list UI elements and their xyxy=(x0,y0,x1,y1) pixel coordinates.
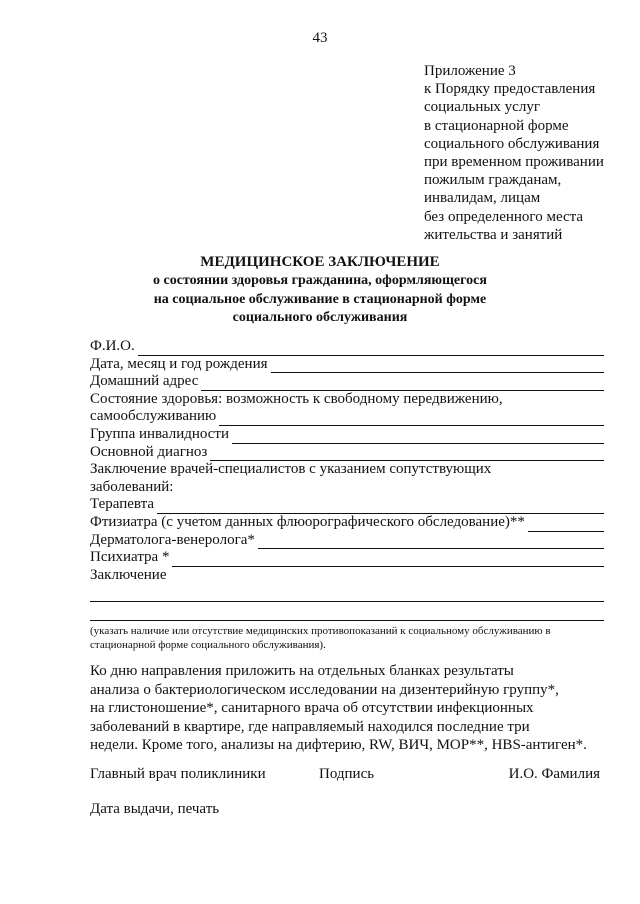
note-line-2: стационарной форме социального обслуживания). xyxy=(90,639,326,652)
diagnosis-row xyxy=(90,444,604,462)
health-state-label: Состояние здоровья: возможность к свободному передвижению, xyxy=(90,390,503,407)
appendix-line: в стационарной форме xyxy=(424,117,569,134)
chief-doctor-label: Главный врач поликлиники xyxy=(90,766,266,782)
phthisiatrician-label: Фтизиатра (с учетом данных флюорографического обследование)** xyxy=(90,513,525,530)
document-title xyxy=(0,252,640,328)
self-service-label: самообслуживанию xyxy=(90,408,217,425)
appendix-line: без определенного места xyxy=(424,208,584,225)
phthisiatrician-field[interactable] xyxy=(528,518,604,532)
conclusion-label: Заключение xyxy=(90,566,167,583)
address-row xyxy=(90,373,604,391)
specialists-label-1: Заключение врачей-специалистов с указанием сопутствующих xyxy=(90,461,492,478)
appendix-line: социальных услуг xyxy=(424,99,540,116)
psychiatrist-field[interactable] xyxy=(172,553,604,567)
appendix-line: при временном проживании xyxy=(424,154,604,171)
psychiatrist-label: Психиатра * xyxy=(90,549,170,566)
title-sub-1: о состоянии здоровья гражданина, оформляющегося xyxy=(153,273,487,288)
specialists-label-2: заболеваний: xyxy=(90,478,174,495)
therapist-field[interactable] xyxy=(157,500,604,514)
name-label: И.О. Фамилия xyxy=(508,766,600,782)
conclusion-note xyxy=(90,624,604,653)
diagnosis-field[interactable] xyxy=(210,447,604,461)
signature-label: Подпись xyxy=(319,766,375,782)
appendix-line: Приложение 3 xyxy=(424,63,516,79)
dermatologist-label: Дерматолога-венеролога* xyxy=(90,531,255,548)
appendix-block xyxy=(424,62,604,244)
conclusion-field-1[interactable] xyxy=(90,584,604,602)
appendix-line: инвалидам, лицам xyxy=(424,190,541,207)
birth-label: Дата, месяц и год рождения xyxy=(90,355,268,372)
signature-row xyxy=(90,766,604,786)
psychiatrist-row xyxy=(90,549,604,567)
address-field[interactable] xyxy=(201,377,604,391)
fio-field[interactable] xyxy=(138,342,604,356)
birth-row xyxy=(90,356,604,374)
address-label: Домашний адрес xyxy=(90,373,199,390)
dermatologist-row xyxy=(90,532,604,550)
page-number: 43 xyxy=(312,30,328,46)
title-sub-2: на социальное обслуживание в стационарной форме xyxy=(153,291,487,307)
appendix-line: пожилым гражданам, xyxy=(424,172,562,189)
title-main: МЕДИЦИНСКОЕ ЗАКЛЮЧЕНИЕ xyxy=(200,254,440,270)
appendix-line: социального обслуживания xyxy=(424,135,600,152)
appendix-line: к Порядку предоставления xyxy=(424,81,596,98)
medical-form xyxy=(90,338,604,653)
attach-line: анализа о бактериологическом исследовании на дизентерийную группу*, xyxy=(90,681,559,698)
attachments-paragraph xyxy=(90,662,587,755)
phthisiatrician-row xyxy=(90,514,604,532)
fio-row xyxy=(90,338,604,356)
fio-label: Ф.И.О. xyxy=(90,338,135,354)
diagnosis-label: Основной диагноз xyxy=(90,443,208,460)
disability-row xyxy=(90,426,604,444)
attach-line: заболеваний в квартире, где направляемый находился последние три xyxy=(90,718,530,735)
attach-line: на глистоношение*, санитарного врача об отсутствии инфекционных xyxy=(90,700,534,716)
therapist-row xyxy=(90,496,604,514)
issue-date-label: Дата выдачи, печать xyxy=(90,801,220,817)
dermatologist-field[interactable] xyxy=(258,535,604,549)
self-service-row xyxy=(90,408,604,426)
disability-label: Группа инвалидности xyxy=(90,425,230,442)
conclusion-field-2[interactable] xyxy=(90,602,604,621)
self-service-field[interactable] xyxy=(219,412,604,426)
attach-line: недели. Кроме того, анализы на дифтерию, RW, ВИЧ, МОР**, HBS-антиген*. xyxy=(90,737,587,753)
disability-field[interactable] xyxy=(232,430,604,444)
attach-line: Ко дню направления приложить на отдельных бланках результаты xyxy=(90,663,514,679)
note-line-1: (указать наличие или отсутствие медицинских противопоказаний к социальному обслуживанию в xyxy=(90,624,551,637)
title-sub-3: социального обслуживания xyxy=(232,310,408,325)
birth-field[interactable] xyxy=(271,359,605,373)
therapist-label: Терапевта xyxy=(90,496,154,513)
appendix-line: жительства и занятий xyxy=(424,226,563,243)
